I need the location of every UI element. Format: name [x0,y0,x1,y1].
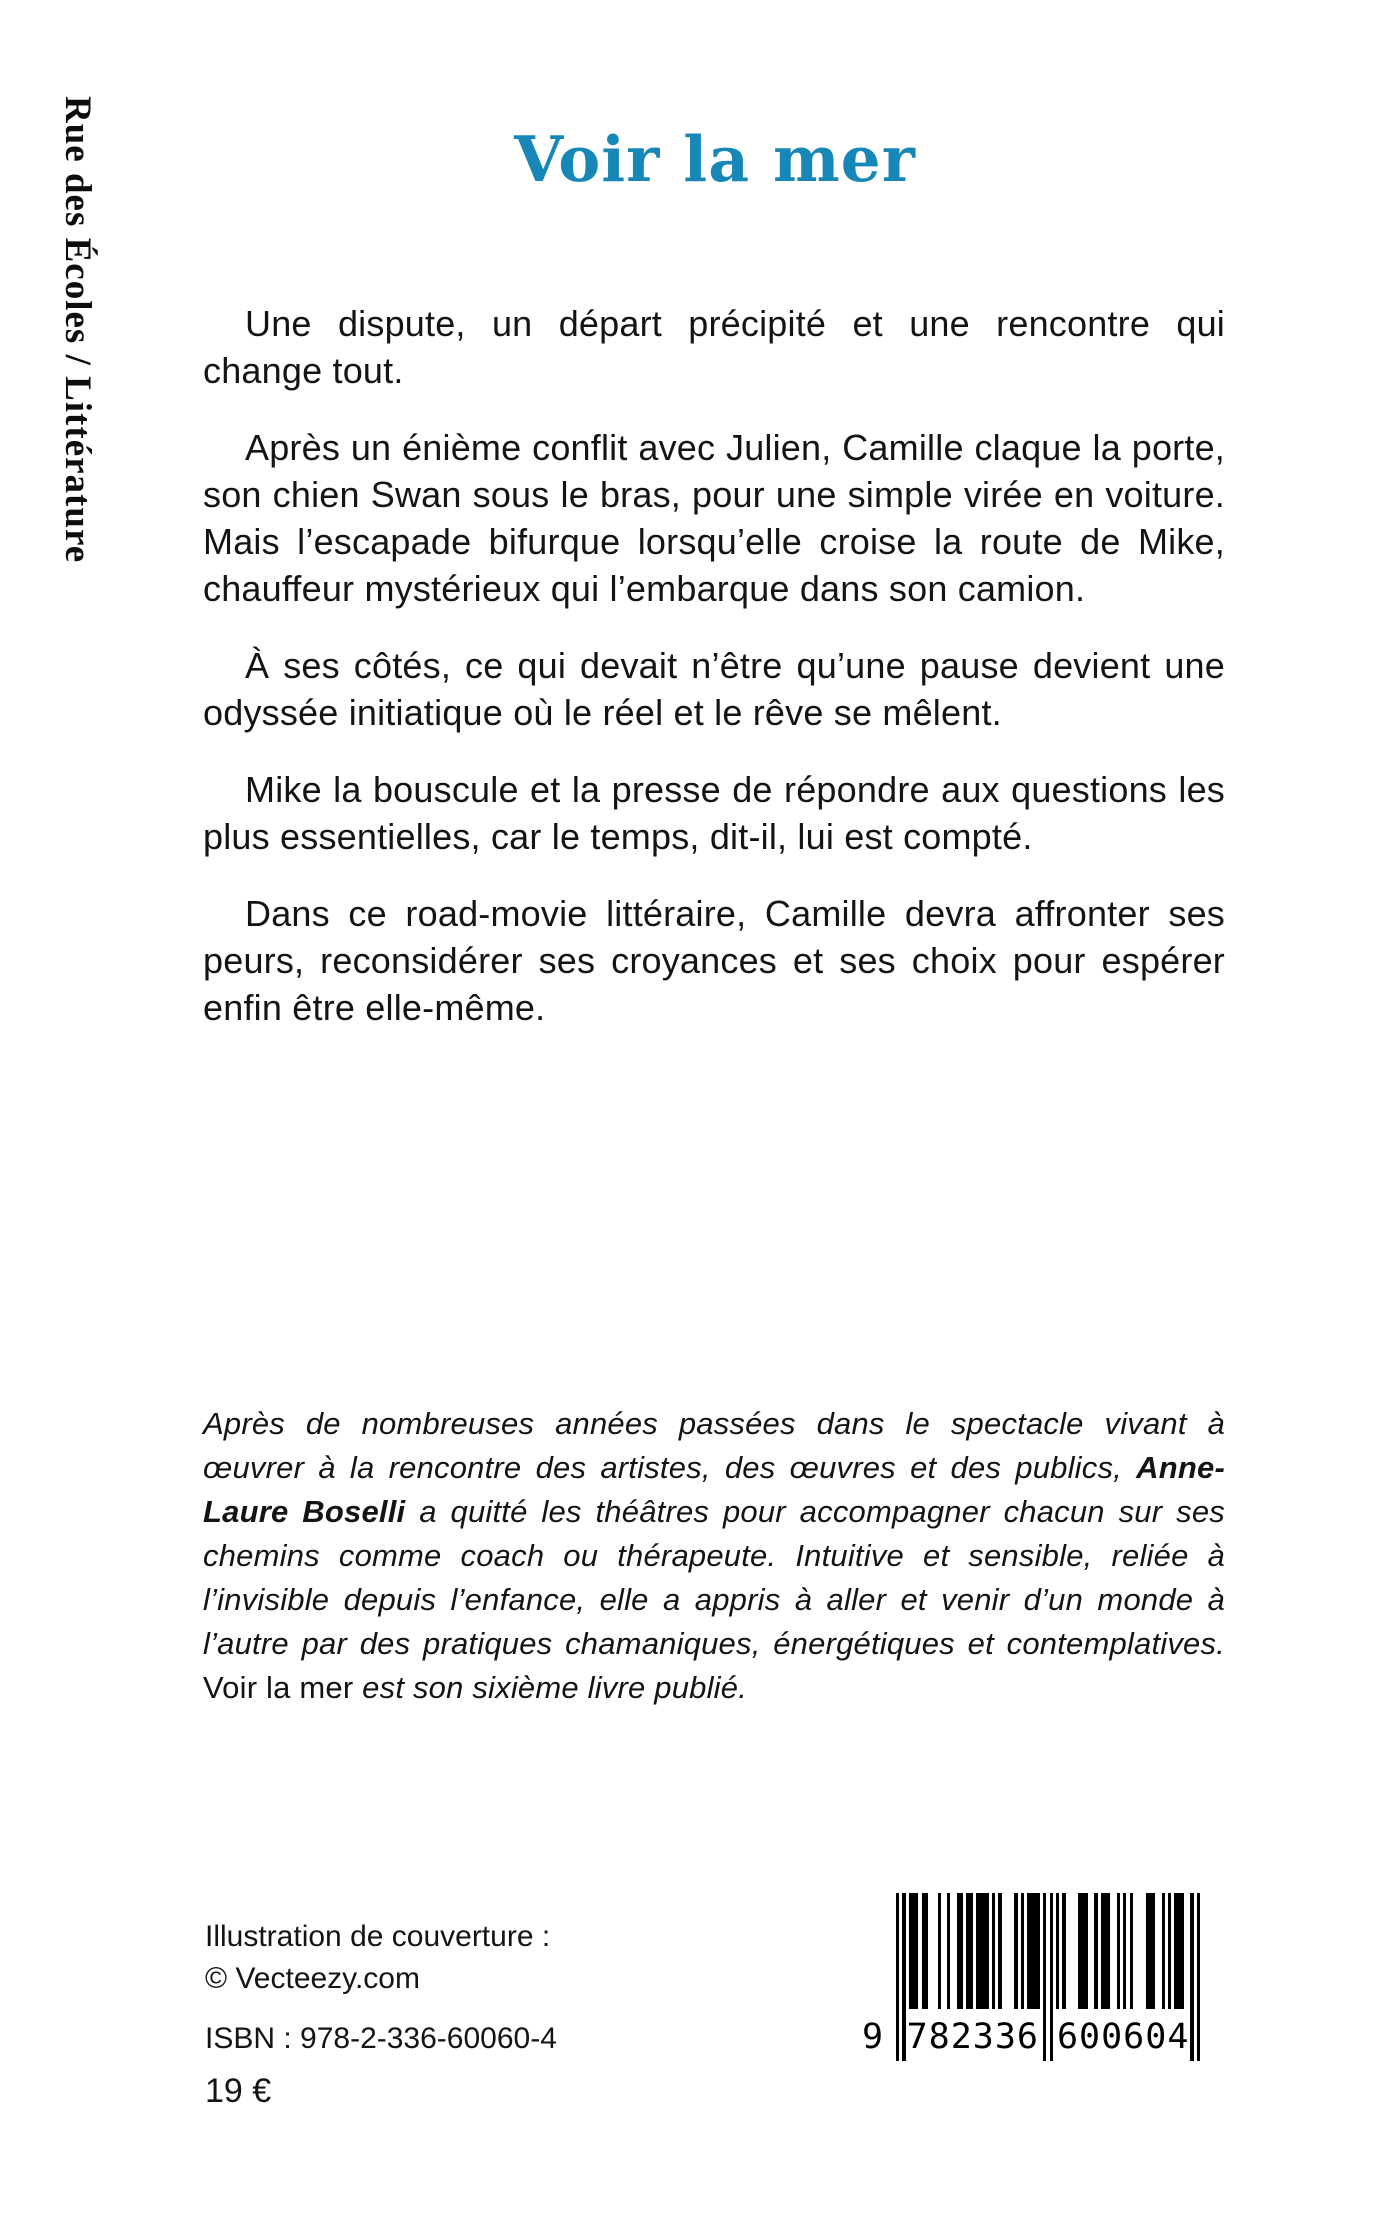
spine-collection-label: Rue des Écoles / Littérature [57,96,98,564]
illustration-credit-line: Illustration de couverture : [205,1920,551,1953]
bio-segment: a quitté les théâtres pour accompagner chacun sur ses chemins comme coach ou thérapeute. Intuitive et sensible, reliée à l’invisible depuis l’enfance, elle a appris à aller et venir d’un monde à l’autre par des pratiques chamaniques, énergétiques et contemplatives. [203,1494,1225,1661]
synopsis-paragraph: Après un énième conflit avec Julien, Camille claque la porte, son chien Swan sous le bras, pour une simple virée en voiture. Mais l’escapade bifurque lorsqu’elle croise la route de Mike, chauffeur mystérieux qui l’embarque dans son camion. [203,427,1225,609]
illustration-credit [205,1916,550,2000]
bio-segment: Après de nombreuses années passées dans le spectacle vivant à œuvrer à la rencontre des artistes, des œuvres et des publics, [203,1406,1225,1485]
book-title-inline: Voir la mer [203,1670,354,1705]
author-bio [203,1402,1225,1710]
barcode-digits-right-group: 600604 [1056,2009,1190,2061]
synopsis-paragraph: Une dispute, un départ précipité et une rencontre qui change tout. [203,303,1225,391]
barcode-digit-first: 9 [862,2009,893,2061]
price-text: 19 € [205,2072,272,2110]
book-title: Voir la mer [514,122,916,197]
synopsis-section [203,300,1225,1061]
barcode [862,1893,1206,2061]
synopsis-paragraph: Mike la bouscule et la presse de répondre aux questions les plus essentielles, car le temps, dit-il, lui est compté. [203,769,1225,857]
synopsis-paragraph: Dans ce road-movie littéraire, Camille devra affronter ses peurs, reconsidérer ses croyances et ses choix pour espérer enfin être elle-même. [203,893,1225,1028]
copyright-line: © Vecteezy.com [205,1962,420,1995]
barcode-digits-left-group: 782336 [906,2009,1040,2061]
synopsis-paragraph: À ses côtés, ce qui devait n’être qu’une pause devient une odyssée initiatique où le réel et le rêve se mêlent. [203,645,1225,733]
isbn-text: ISBN : 978-2-336-60060-4 [205,2022,557,2055]
author-name: Anne-Laure Boselli [203,1450,1225,1529]
bio-segment: est son sixième livre publié. [353,1670,748,1705]
